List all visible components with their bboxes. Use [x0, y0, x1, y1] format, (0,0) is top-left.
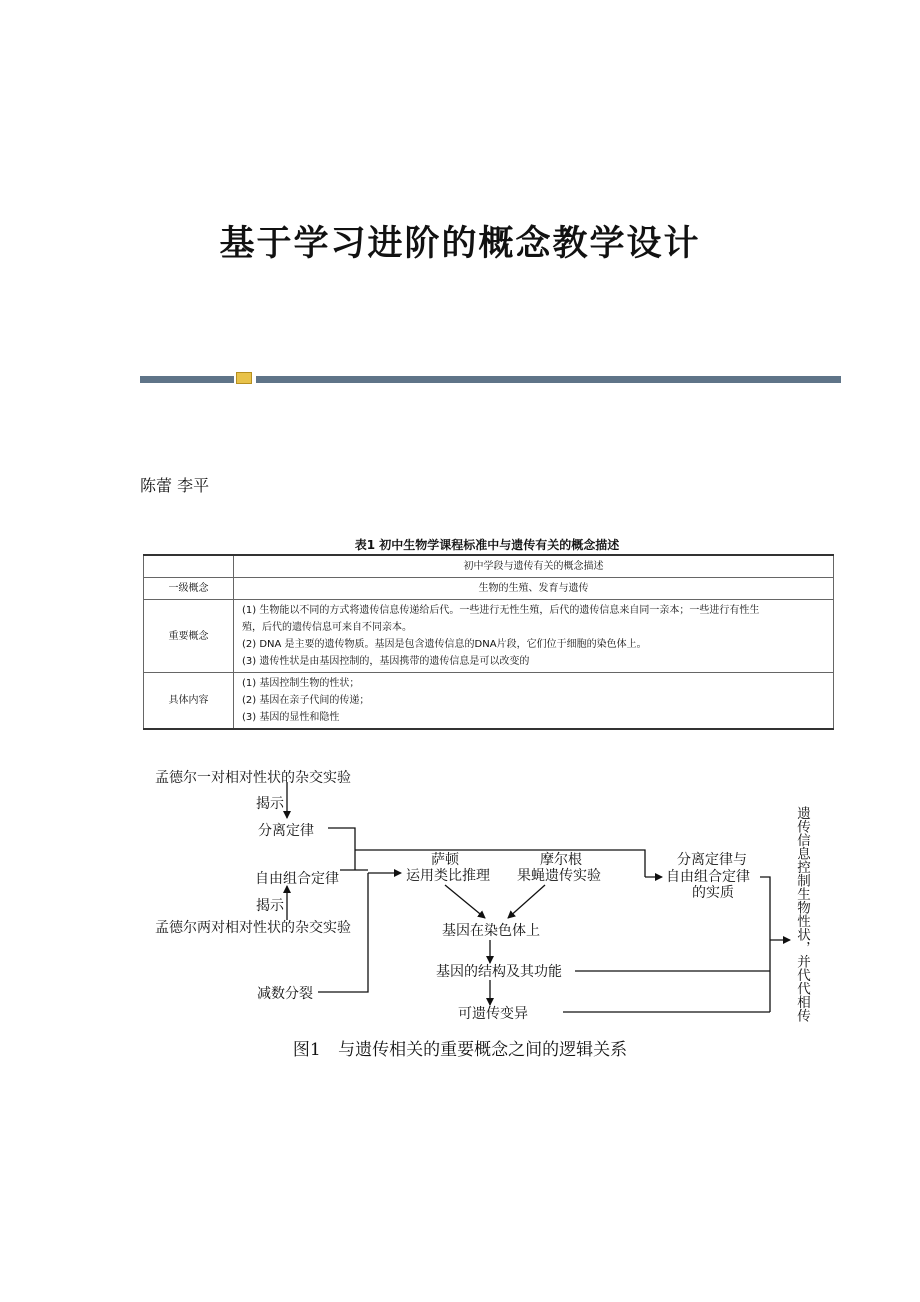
- table-row: [144, 578, 834, 600]
- row-line: (1) 生物能以不同的方式将遗传信息传递给后代。一些进行无性生殖，后代的遗传信息来自同一亲本；一些进行有性生: [242, 605, 760, 616]
- node-independent-law: 自由组合定律: [255, 871, 339, 887]
- node-sutton: 萨顿: [431, 852, 459, 868]
- row-line: 生物的生殖、发育与遗传: [478, 583, 589, 594]
- divider-bar-right: [256, 376, 841, 383]
- row-line: (2) DNA 是主要的遗传物质。基因是包含遗传信息的DNA片段，它们位于细胞的染色体上。: [242, 639, 647, 650]
- node-segregation-law: 分离定律: [258, 823, 314, 839]
- table-row: [144, 600, 834, 673]
- row-line: (1) 基因控制生物的性状；: [242, 678, 360, 689]
- table-caption: 表1 初中生物学课程标准中与遗传有关的概念描述: [354, 538, 620, 552]
- table-row: [144, 673, 834, 730]
- node-morgan: 摩尔根: [540, 852, 582, 868]
- node-mendel-one: 孟德尔一对相对性状的杂交实验: [155, 770, 351, 786]
- node-gene-structure: 基因的结构及其功能: [436, 964, 562, 980]
- row-content: [234, 673, 834, 730]
- row-label: 重要概念: [144, 600, 234, 673]
- figure-caption: [0, 1035, 920, 1060]
- node-essence-line-2: 自由组合定律: [666, 869, 750, 885]
- concept-table: [143, 554, 834, 730]
- table-corner-cell: [144, 555, 234, 578]
- label-reveal-2: 揭示: [256, 898, 284, 914]
- concept-relation-diagram: [140, 760, 840, 1035]
- node-essence-line-3: 的实质: [692, 885, 734, 901]
- document-title: 基于学习进阶的概念教学设计: [219, 223, 701, 264]
- node-gene-control-vertical: 遗传信息控制生物性状，并代代相传: [794, 806, 810, 1022]
- table-header-row: [144, 555, 834, 578]
- row-label: 一级概念: [144, 578, 234, 600]
- divider-bar-left: [140, 376, 234, 383]
- row-line: (2) 基因在亲子代间的传递；: [242, 695, 370, 706]
- figure-caption-text: 与遗传相关的重要概念之间的逻辑关系: [338, 1040, 628, 1060]
- node-sutton-analogy: 运用类比推理: [406, 868, 490, 884]
- authors: 陈蕾 李平: [140, 476, 210, 495]
- node-gene-on-chromosome: 基因在染色体上: [442, 923, 540, 939]
- row-line: (3) 基因的显性和隐性: [242, 712, 340, 723]
- figure-caption-number: 图1: [292, 1040, 321, 1060]
- row-line: (3) 遗传性状是由基因控制的，基因携带的遗传信息是可以改变的: [242, 656, 530, 667]
- node-essence-line-1: 分离定律与: [677, 852, 747, 868]
- row-label: 具体内容: [144, 673, 234, 730]
- row-content: [234, 578, 834, 600]
- title-divider: [140, 376, 841, 384]
- node-meiosis: 减数分裂: [257, 986, 313, 1002]
- row-content: [234, 600, 834, 673]
- row-line: 殖，后代的遗传信息可来自不同亲本。: [242, 622, 412, 633]
- node-mendel-two: 孟德尔两对相对性状的杂交实验: [155, 920, 351, 936]
- divider-ornament-icon: [236, 372, 252, 384]
- table-header-cell: 初中学段与遗传有关的概念描述: [234, 555, 834, 578]
- label-reveal-1: 揭示: [256, 796, 284, 812]
- node-heritable-variation: 可遗传变异: [458, 1006, 528, 1022]
- node-morgan-experiment: 果蝇遗传实验: [517, 868, 601, 884]
